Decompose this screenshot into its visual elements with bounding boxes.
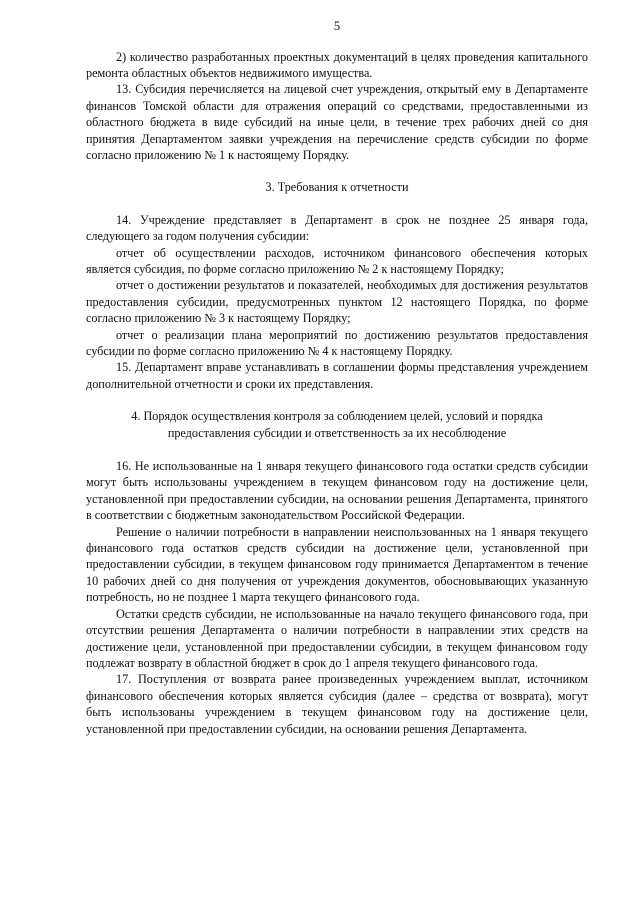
paragraph-14-report-plan: отчет о реализации плана мероприятий по достижению результатов предоставления субсидии по форме согласно приложению № 4 к настоящему Порядку. — [86, 327, 588, 358]
section-4-heading-line-2: предоставления субсидии и ответственность за их несоблюдение — [167, 425, 507, 440]
paragraph-17: 17. Поступления от возврата ранее произведенных учреждением выплат, источником финансового обеспечения которых является субсидия (далее – средства от возврата), могут быть использованы учреждением в текущем финансовом году на достижение цели, установленной при предоставлении субсидии, на основании решения Департамента. — [86, 672, 588, 736]
paragraph-16-decision: Решение о наличии потребности в направлении неиспользованных на 1 января текущего финансового года остатков средств субсидии на достижение цели, установленной при предоставлении субсидии, в текущем финансовом году принимается Департаментом в течение 10 рабочих дней со дня получения от учреждения документов, обосновывающих указанную потребность, но не позднее 1 марта текущего финансового года. — [86, 524, 588, 605]
section-4-heading-line-1: 4. Порядок осуществления контроля за соблюдением целей, условий и порядка — [131, 409, 543, 424]
paragraph-2-item: 2) количество разработанных проектных документаций в целях проведения капитального ремонта областных объектов недвижимого имущества. — [86, 49, 588, 80]
section-3-heading: 3. Требования к отчетности — [265, 180, 409, 195]
paragraph-14-report-expenses: отчет об осуществлении расходов, источником финансового обеспечения которых является субсидия, по форме согласно приложению № 2 к настоящему Порядку; — [86, 245, 588, 276]
paragraph-16: 16. Не использованные на 1 января текущего финансового года остатки средств субсидии могут быть использованы учреждением в текущем финансовом году на достижение цели, установленной при предоставлении субсидии, на основании решения Департамента, принятого в соответствии с бюджетным законодательством Российской Федерации. — [86, 459, 588, 523]
section-4-heading — [86, 408, 588, 441]
paragraph-13: 13. Субсидия перечисляется на лицевой счет учреждения, открытый ему в Департаменте финансов Томской области для отражения операций со средствами, предоставленными из областного бюджета в виде субсидий на иные цели, в течение трех рабочих дней со дня принятия Департаментом заявки учреждения на перечисление средств субсидии по форме согласно приложению № 1 к настоящему Порядку. — [86, 82, 588, 162]
paragraph-15: 15. Департамент вправе устанавливать в соглашении формы представления учреждением дополнительной отчетности и сроки их представления. — [86, 360, 588, 391]
paragraph-14: 14. Учреждение представляет в Департамент в срок не позднее 25 января года, следующего за годом получения субсидии: — [86, 212, 588, 244]
page-number: 5 — [333, 19, 341, 33]
paragraph-14-report-results: отчет о достижении результатов и показателей, необходимых для достижения результатов предоставления субсидии, предусмотренных пунктом 12 настоящего Порядка, по форме согласно приложению № 3 к настоящему Порядку; — [86, 278, 588, 326]
paragraph-16-remainders: Остатки средств субсидии, не использованные на начало текущего финансового года, при отсутствии решения Департамента о наличии потребности в направлении этих средств на достижение цели, установленной при предоставлении субсидии, в текущем финансовом году подлежат возврату в областной бюджет в срок до 1 апреля текущего финансового года. — [86, 606, 588, 670]
